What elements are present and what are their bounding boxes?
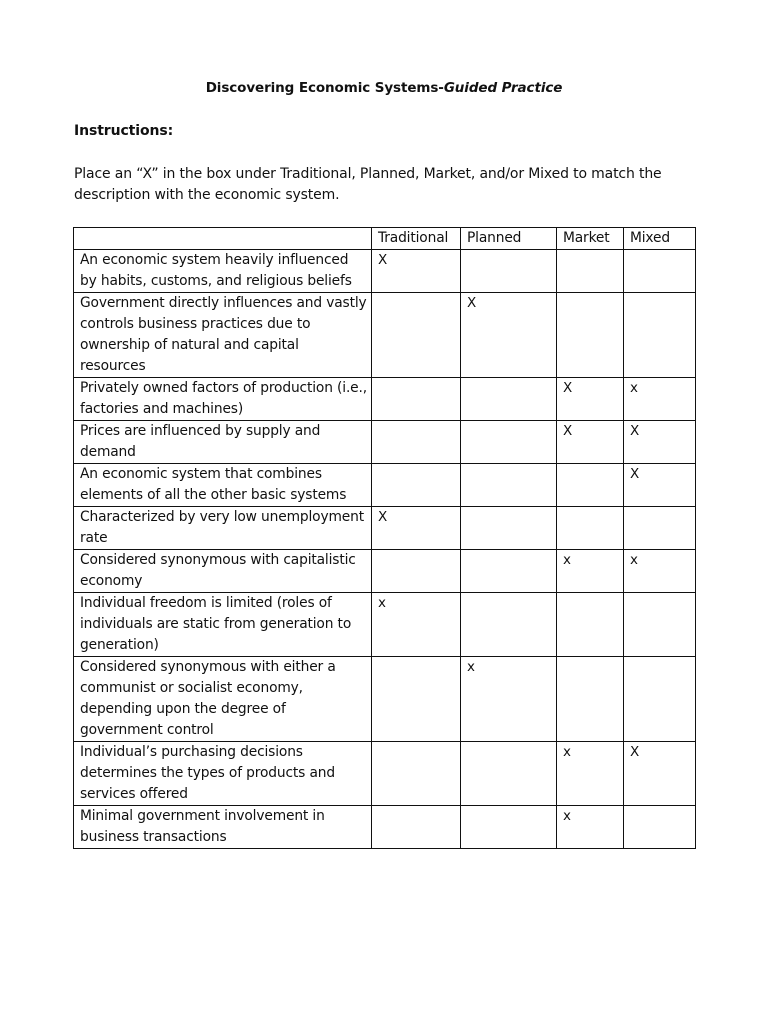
- cell-mixed[interactable]: x: [624, 550, 696, 593]
- table-row: [74, 378, 696, 421]
- cell-mixed[interactable]: x: [624, 378, 696, 421]
- cell-planned[interactable]: [461, 421, 557, 464]
- cell-mixed[interactable]: [624, 657, 696, 742]
- cell-mixed[interactable]: [624, 293, 696, 378]
- cell-mixed[interactable]: X: [624, 464, 696, 507]
- cell-market[interactable]: [557, 293, 624, 378]
- row-description: Considered synonymous with either a communist or socialist economy, depending upon the degree of government control: [74, 657, 372, 742]
- cell-traditional[interactable]: [372, 806, 461, 849]
- cell-mixed[interactable]: [624, 806, 696, 849]
- row-description: Individual freedom is limited (roles of individuals are static from generation to generation): [74, 593, 372, 657]
- cell-market[interactable]: x: [557, 550, 624, 593]
- cell-market[interactable]: X: [557, 421, 624, 464]
- table-row: [74, 806, 696, 849]
- table-row: [74, 742, 696, 806]
- header-traditional: Traditional: [372, 228, 461, 250]
- cell-planned[interactable]: [461, 464, 557, 507]
- cell-mixed[interactable]: [624, 593, 696, 657]
- title-emphasis: Guided Practice: [443, 80, 563, 96]
- cell-traditional[interactable]: [372, 378, 461, 421]
- cell-market[interactable]: x: [557, 742, 624, 806]
- instructions-body: Place an “X” in the box under Traditional, Planned, Market, and/or Mixed to match the description with the economic system.: [74, 166, 662, 203]
- table-row: [74, 250, 696, 293]
- cell-planned[interactable]: [461, 550, 557, 593]
- table-row: [74, 421, 696, 464]
- row-description: Minimal government involvement in business transactions: [74, 806, 372, 849]
- title-main: Discovering Economic Systems-: [205, 80, 444, 96]
- table-row: [74, 464, 696, 507]
- header-mixed: Mixed: [624, 228, 696, 250]
- cell-planned[interactable]: [461, 593, 557, 657]
- cell-planned[interactable]: X: [461, 293, 557, 378]
- cell-market[interactable]: [557, 593, 624, 657]
- cell-market[interactable]: [557, 250, 624, 293]
- cell-mixed[interactable]: [624, 507, 696, 550]
- cell-market[interactable]: [557, 464, 624, 507]
- cell-mixed[interactable]: X: [624, 421, 696, 464]
- cell-market[interactable]: [557, 657, 624, 742]
- cell-traditional[interactable]: X: [372, 507, 461, 550]
- row-description: An economic system that combines elements of all the other basic systems: [74, 464, 372, 507]
- row-description: Privately owned factors of production (i.e., factories and machines): [74, 378, 372, 421]
- cell-traditional[interactable]: [372, 550, 461, 593]
- row-description: An economic system heavily influenced by habits, customs, and religious beliefs: [74, 250, 372, 293]
- cell-traditional[interactable]: X: [372, 250, 461, 293]
- cell-mixed[interactable]: [624, 250, 696, 293]
- economic-systems-table: [73, 227, 696, 849]
- cell-traditional[interactable]: [372, 742, 461, 806]
- row-description: Government directly influences and vastly controls business practices due to ownership of natural and capital resources: [74, 293, 372, 378]
- cell-traditional[interactable]: [372, 293, 461, 378]
- cell-planned[interactable]: [461, 378, 557, 421]
- row-description: Characterized by very low unemployment rate: [74, 507, 372, 550]
- header-planned: Planned: [461, 228, 557, 250]
- header-description: [74, 228, 372, 250]
- cell-market[interactable]: x: [557, 806, 624, 849]
- cell-planned[interactable]: x: [461, 657, 557, 742]
- cell-traditional[interactable]: [372, 421, 461, 464]
- table-row: [74, 507, 696, 550]
- cell-planned[interactable]: [461, 250, 557, 293]
- table-row: [74, 657, 696, 742]
- cell-mixed[interactable]: X: [624, 742, 696, 806]
- header-market: Market: [557, 228, 624, 250]
- instructions-heading: Instructions:: [74, 123, 174, 139]
- page-title: [0, 80, 768, 96]
- row-description: Prices are influenced by supply and demand: [74, 421, 372, 464]
- cell-planned[interactable]: [461, 742, 557, 806]
- cell-traditional[interactable]: [372, 464, 461, 507]
- cell-market[interactable]: X: [557, 378, 624, 421]
- cell-planned[interactable]: [461, 507, 557, 550]
- table-header-row: [74, 228, 696, 250]
- row-description: Considered synonymous with capitalistic economy: [74, 550, 372, 593]
- table-row: [74, 593, 696, 657]
- cell-market[interactable]: [557, 507, 624, 550]
- cell-traditional[interactable]: [372, 657, 461, 742]
- table-row: [74, 550, 696, 593]
- cell-traditional[interactable]: x: [372, 593, 461, 657]
- cell-planned[interactable]: [461, 806, 557, 849]
- table-row: [74, 293, 696, 378]
- row-description: Individual’s purchasing decisions determines the types of products and services offered: [74, 742, 372, 806]
